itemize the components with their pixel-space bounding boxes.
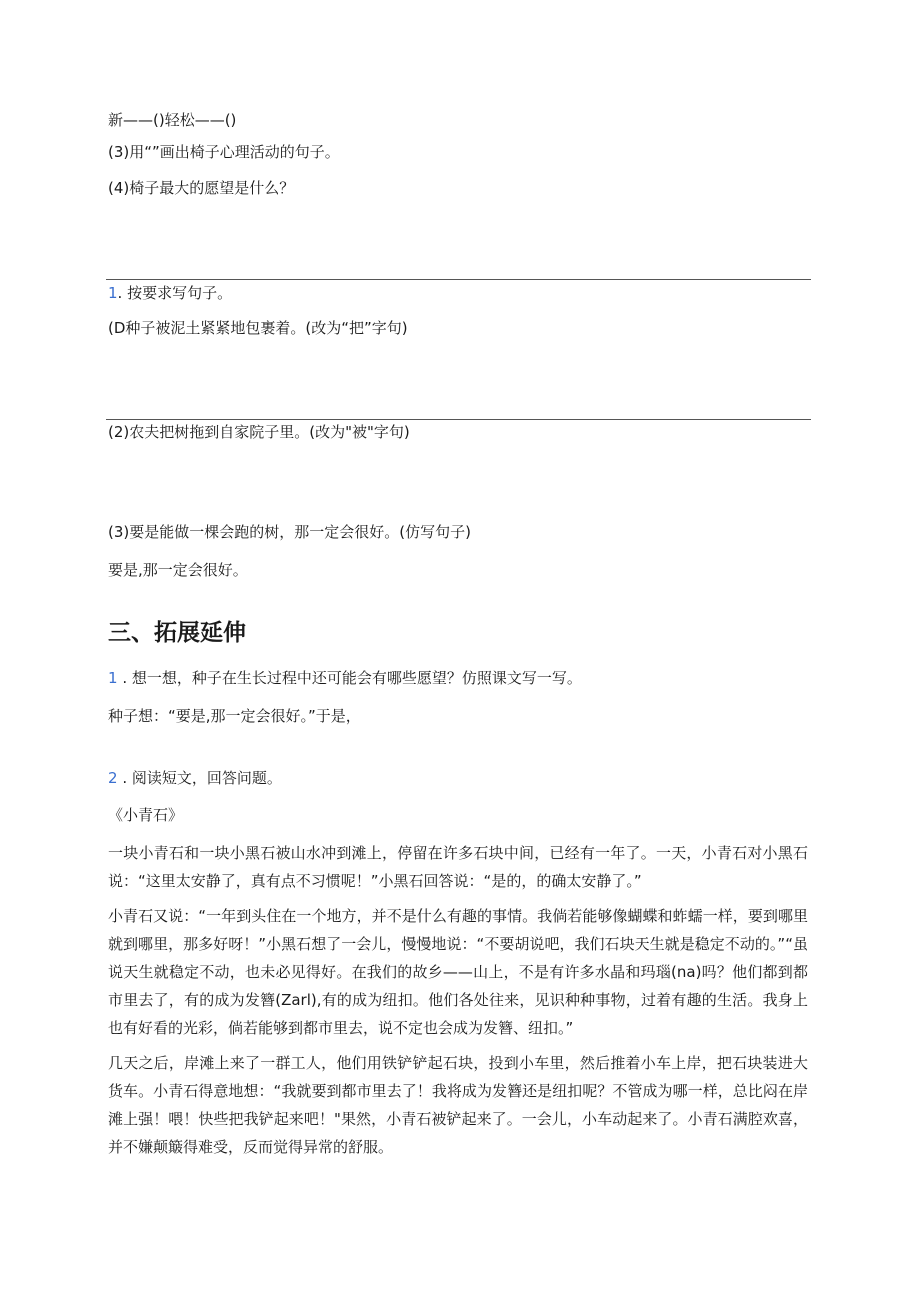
extension-item-2 xyxy=(108,768,282,788)
story-title: 《小青石》 xyxy=(108,806,184,824)
item-instruction: . 想一想，种子在生长过程中还可能会有哪些愿望？仿照课文写一写。 xyxy=(117,669,582,687)
question-3: (3)用“”画出椅子心理活动的句子。 xyxy=(108,143,340,161)
story-paragraph: 几天之后，岸滩上来了一群工人，他们用铁铲铲起石块，投到小车里，然后推着小车上岸，把石块装进大货车。小青石得意地想：“我就要到都市里去了！我将成为发簪还是纽扣呢？不管成为哪一样，总比闷在岸滩上强！喂！快些把我铲起来吧！"果然，小青石被铲起来了。一会儿，小车动起来了。小青石满腔欢喜，并不嫌颠簸得难受，反而觉得异常的舒服。 xyxy=(108,1054,808,1156)
exercise-number: 1 xyxy=(108,284,118,302)
sentence-2: (2)农夫把树拖到自家院子里。(改为"被"字句) xyxy=(108,423,410,441)
item-number: 1 xyxy=(108,669,118,687)
sentence-3: (3)要是能做一棵会跑的树，那一定会很好。(仿写句子) xyxy=(108,523,471,541)
section-heading: 三、拓展延伸 xyxy=(108,620,246,646)
answer-line xyxy=(106,279,811,280)
question-4: (4)椅子最大的愿望是什么？ xyxy=(108,179,295,197)
seed-template-line: 种子想：“要是,那一定会很好。”于是， xyxy=(108,707,361,725)
answer-line xyxy=(106,419,811,420)
item-number: 2 xyxy=(108,769,118,787)
story-paragraph: 小青石又说：“一年到头住在一个地方，并不是什么有趣的事情。我倘若能够像蝴蝶和蚱蠕一样，要到哪里就到哪里，那多好呀！”小黑石想了一会儿，慢慢地说：“不要胡说吧，我们石块天生就是稳定不动的。”“虽说天生就稳定不动，也未必见得好。在我们的故乡——山上，不是有许多水晶和玛瑙(na)吗？他们都到都市里去了，有的成为发簪(Zarl),有的成为纽扣。他们各处往来，见识种种事物，过着有趣的生活。我身上也有好看的光彩，倘若能够到都市里去，说不定也会成为发簪、纽扣。” xyxy=(108,907,808,1037)
sentence-3-template: 要是,那一定会很好。 xyxy=(108,561,248,579)
item-instruction: . 阅读短文，回答问题。 xyxy=(117,769,282,787)
word-pair-line: 新——()轻松——() xyxy=(108,111,237,129)
exercise-1-heading xyxy=(108,283,232,303)
exercise-instruction: . 按要求写句子。 xyxy=(117,284,233,302)
extension-item-1 xyxy=(108,668,582,688)
sentence-1: (D种子被泥土紧紧地包裹着。(改为“把”字句) xyxy=(108,319,408,337)
story-paragraph: 一块小青石和一块小黑石被山水冲到滩上，停留在许多石块中间，已经有一年了。一天，小青石对小黑石说：“这里太安静了，真有点不习惯呢！”小黑石回答说：“是的，的确太安静了。” xyxy=(108,844,808,890)
